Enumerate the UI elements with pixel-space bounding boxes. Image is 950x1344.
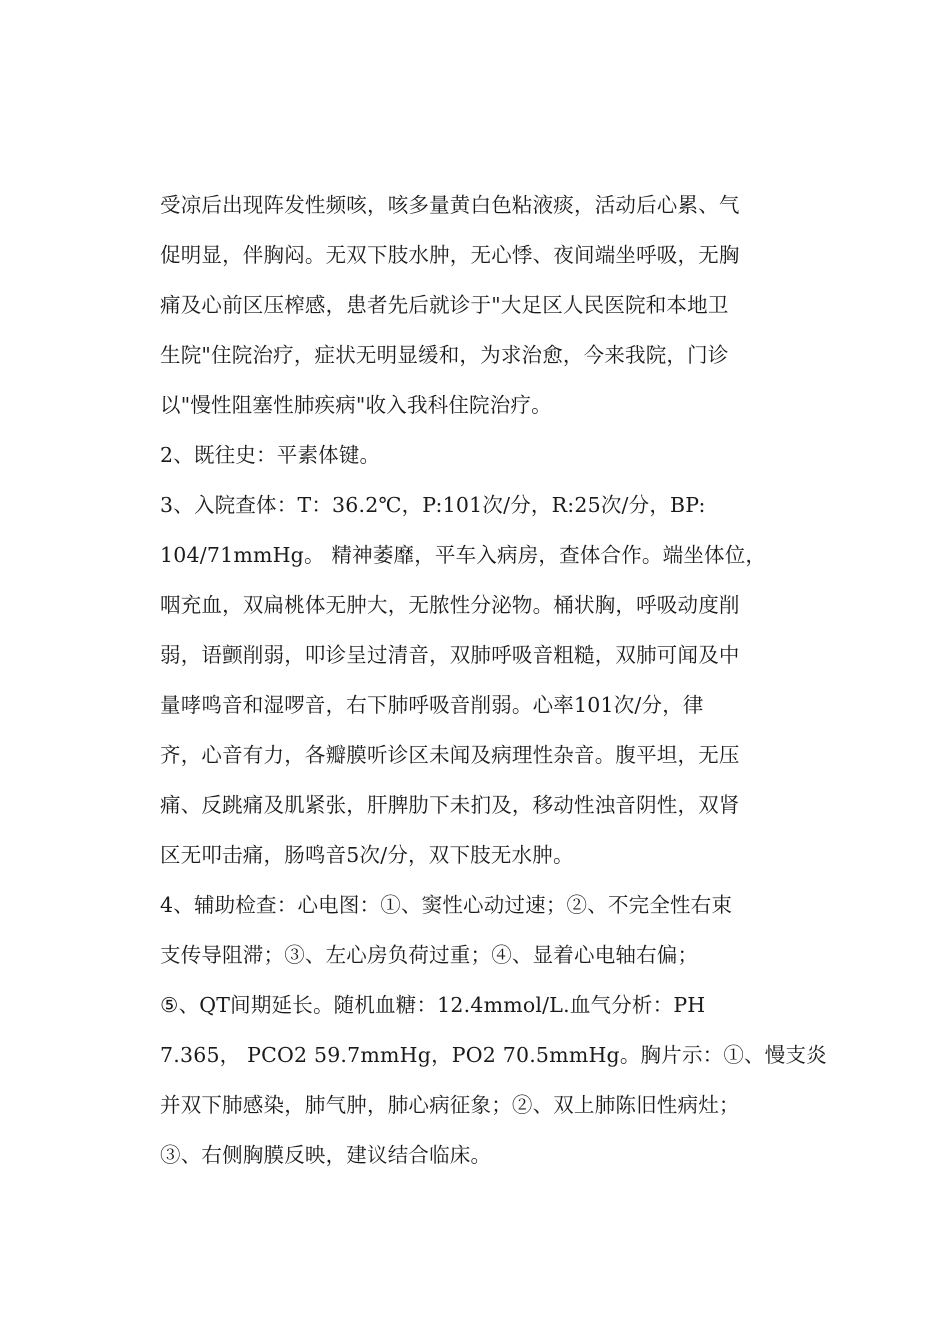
text-line: 生院"住院治疗，症状无明显缓和，为求治愈，今来我院，门诊 bbox=[160, 343, 729, 367]
text-line: 以"慢性阻塞性肺疾病"收入我科住院治疗。 bbox=[160, 393, 552, 417]
text-line: 齐，心音有力，各瓣膜听诊区未闻及病理性杂音。腹平坦，无压 bbox=[160, 743, 740, 767]
text-line: 3、入院查体：T：36.2℃，P:101次/分，R:25次/分，BP: bbox=[160, 493, 706, 517]
text-line: 弱，语颤削弱，叩诊呈过清音，双肺呼吸音粗糙，双肺可闻及中 bbox=[160, 643, 740, 667]
text-line: 受凉后出现阵发性频咳，咳多量黄白色粘液痰，活动后心累、气 bbox=[160, 193, 740, 217]
text-line: 支传导阻滞；③、左心房负荷过重；④、显着心电轴右偏； bbox=[160, 943, 699, 967]
text-line: 2、既往史：平素体键。 bbox=[160, 443, 381, 467]
text-line: 咽充血，双扁桃体无肿大，无脓性分泌物。桶状胸，呼吸动度削 bbox=[160, 593, 740, 617]
text-line: ③、右侧胸膜反映，建议结合临床。 bbox=[160, 1143, 492, 1167]
text-line: 量哮鸣音和湿啰音，右下肺呼吸音削弱。心率101次/分，律 bbox=[160, 693, 704, 717]
text-line: 痛、反跳痛及肌紧张，肝脾肋下未扪及，移动性浊音阴性，双肾 bbox=[160, 793, 740, 817]
text-line: 痛及心前区压榨感，患者先后就诊于"大足区人民医院和本地卫 bbox=[160, 293, 729, 317]
text-line: 并双下肺感染，肺气肿，肺心病征象；②、双上肺陈旧性病灶； bbox=[160, 1093, 740, 1117]
text-line: 促明显，伴胸闷。无双下肢水肿，无心悸、夜间端坐呼吸，无胸 bbox=[160, 243, 740, 267]
text-line: 104/71mmHg。 精神萎靡，平车入病房，查体合作。端坐体位， bbox=[160, 543, 767, 567]
text-line: 4、辅助检查：心电图：①、窦性心动过速；②、不完全性右束 bbox=[160, 893, 733, 917]
text-line: 7.365， PCO2 59.7mmHg，PO2 70.5mmHg。胸片示：①、慢支炎 bbox=[160, 1043, 827, 1067]
text-line: 区无叩击痛，肠鸣音5次/分，双下肢无水肿。 bbox=[160, 843, 574, 867]
text-line: ⑤、QT间期延长。随机血糖：12.4mmol/L.血气分析：PH bbox=[160, 993, 706, 1017]
